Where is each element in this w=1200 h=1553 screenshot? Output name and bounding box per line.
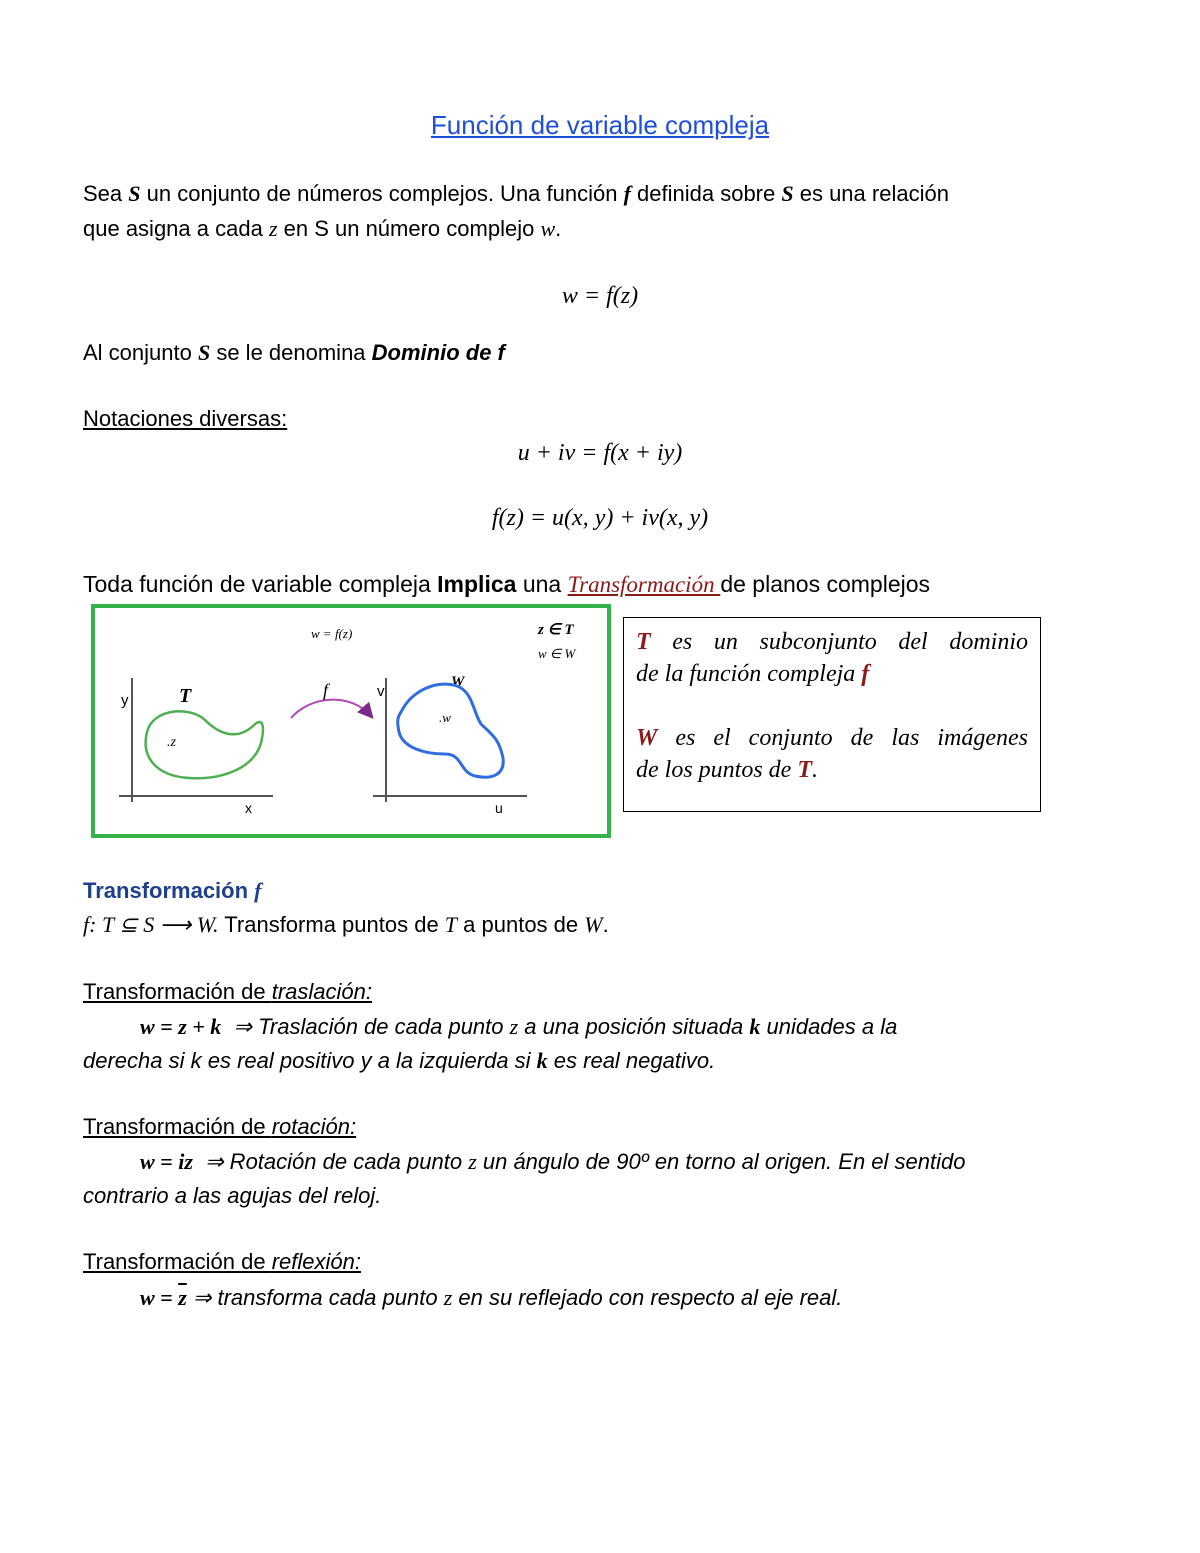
transformacion-map-line [83,912,609,938]
var-k: k [536,1048,548,1073]
note-line-4 [624,754,1040,786]
region-T-shape [146,711,263,778]
equation-w-f-z: w = f(z) [561,283,639,309]
note-line-2 [624,658,1040,690]
domain-text: Al conjunto [83,340,198,365]
var-w: w [540,216,556,241]
figure-svg [95,608,607,834]
rotacion-text: Rotación de cada punto [223,1149,469,1174]
traslacion-text: derecha si k es real positivo y a la izquierda si [83,1048,537,1073]
y-axis-label: y [121,692,129,709]
set-s: S [128,181,141,206]
equation-uv: u + iv = f(x + iy) [517,440,683,466]
v-axis-label: v [377,683,385,700]
traslacion-line-1 [140,1014,897,1040]
heading-text: Transformación de [83,1249,272,1274]
heading-text: Transformación de [83,979,272,1004]
definition-note-box [623,617,1041,812]
traslacion-text: unidades a la [760,1014,898,1039]
reflexion-heading [83,1249,361,1275]
heading-italic: reflexión: [271,1249,361,1274]
intro-text: en S un número complejo [277,216,541,241]
intro-text: es una relación [793,181,949,206]
note-W: W [636,725,658,751]
notaciones-heading: Notaciones diversas: [83,406,288,431]
toda-funcion-line [83,571,930,599]
reflexion-text: transforma cada punto [211,1285,444,1310]
transformacion-link[interactable]: Transformación [567,572,721,597]
var-k: k [749,1014,761,1039]
intro-line-2 [83,216,561,242]
toda-text: Toda función de variable compleja [83,571,438,597]
set-s: S [197,340,211,365]
region-W-label: W [451,674,465,690]
traslacion-text: es real negativo. [547,1048,716,1073]
note-f: f [861,661,870,687]
function-f: f [623,181,631,206]
traslacion-text: a una posición situada [518,1014,750,1039]
traslacion-text: Traslación de cada punto [251,1014,510,1039]
note-T: T [797,757,812,783]
heading-italic: traslación: [271,979,372,1004]
heading-italic: rotación: [271,1114,357,1139]
mapping-arrow [291,700,371,718]
map-desc: . [602,912,609,937]
transformacion-heading [83,878,261,904]
var-z: z [468,1149,477,1174]
set-T: T [444,912,458,937]
var-z: z [443,1285,453,1310]
implica-bold: Implica [437,571,517,597]
note-T: T [636,629,651,655]
u-axis-label: u [495,800,503,816]
traslacion-line-2 [83,1048,715,1074]
rotacion-text: un ángulo de 90º en torno al origen. En el sentido [476,1149,966,1174]
traslacion-heading [83,979,372,1005]
note-line-3 [624,722,1040,754]
region-T-label: T [179,685,192,707]
formula-reflexion-conj-z: $\overline{z}$ [178,1285,187,1310]
point-w-label: .w [439,710,451,725]
formula-rotacion: w = iz [140,1149,193,1174]
formula-traslacion: w = z + k [140,1014,222,1039]
point-z-label: .z [167,735,176,750]
reflexion-line-1 [140,1285,842,1311]
intro-text: que asigna a cada [83,216,269,241]
toda-text: una [516,571,568,597]
x-axis-label: x [245,800,252,816]
note-text: . [812,757,818,783]
intro-text: un conjunto de números complejos. Una función [140,181,624,206]
domain-bold: Dominio de f [371,340,505,365]
implies-arrow: ⇒ [192,1285,212,1310]
intro-line-1 [83,181,949,207]
note-text: de los puntos de [636,757,798,783]
map-desc: Transforma puntos de [218,912,445,937]
intro-text: definida sobre [630,181,782,206]
note-text: de la función compleja [636,661,862,687]
transformation-figure [91,604,611,838]
reflexion-text: en su reflejado con respecto al eje real. [452,1285,843,1310]
intro-text: . [555,216,562,241]
label-w-in-W: w ∈ W [538,646,576,661]
page-title-text: Función de variable compleja [430,110,770,140]
heading-text: Transformación de [83,1114,272,1139]
rotacion-line-2: contrario a las agujas del reloj. [83,1183,382,1208]
var-z: z [268,216,278,241]
domain-line [83,340,505,366]
transformacion-heading-text: Transformación [83,878,255,903]
equation-fz-uv: f(z) = u(x, y) + iv(x, y) [491,505,709,531]
map-desc: a puntos de [457,912,585,937]
region-W-shape [398,684,504,777]
label-z-in-T: z ∈ T [538,622,574,638]
set-W: W [584,912,603,937]
intro-text: Sea [83,181,129,206]
function-f: f [254,878,262,903]
arrow-f-label: f [323,680,329,700]
page-title[interactable] [0,110,1200,141]
implies-arrow: ⇒ [233,1014,252,1039]
note-line-1 [624,626,1040,658]
var-z: z [509,1014,519,1039]
rotacion-line-1 [140,1149,965,1175]
map-notation: f: T ⊆ S ⟶ W. [83,912,219,937]
formula-reflexion-w: w = [140,1285,179,1310]
rotacion-heading [83,1114,356,1140]
label-w-eq-fz: w = f(z) [311,626,353,641]
implies-arrow: ⇒ [205,1149,224,1174]
domain-text: se le denomina [210,340,372,365]
toda-text: de planos complejos [720,571,931,597]
note-text: es un subconjunto del dominio [650,629,1028,655]
set-s: S [781,181,794,206]
note-text: es el conjunto de las imágenes [657,725,1028,751]
